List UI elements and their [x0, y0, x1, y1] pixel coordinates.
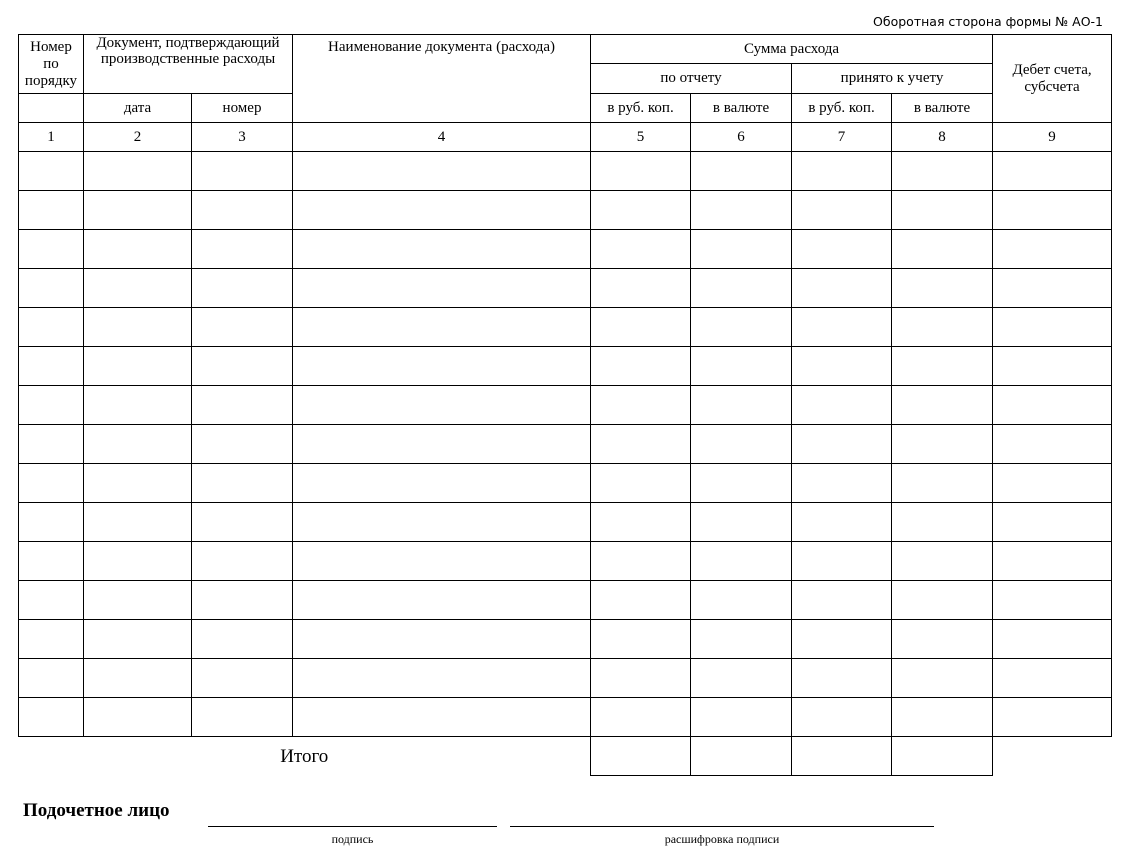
table-cell[interactable]: [192, 152, 293, 191]
table-cell[interactable]: [84, 581, 192, 620]
table-cell[interactable]: [792, 191, 892, 230]
expense-table: [18, 34, 1112, 776]
table-cell[interactable]: [84, 191, 192, 230]
table-cell[interactable]: [993, 581, 1112, 620]
table-cell[interactable]: [792, 425, 892, 464]
table-row: [19, 269, 1112, 308]
table-cell[interactable]: [892, 581, 993, 620]
table-cell[interactable]: [84, 347, 192, 386]
table-cell[interactable]: [19, 425, 84, 464]
table-cell[interactable]: [792, 464, 892, 503]
table-cell[interactable]: [691, 308, 792, 347]
table-cell[interactable]: [892, 191, 993, 230]
column-number-5: 5: [591, 123, 691, 152]
table-cell[interactable]: [591, 230, 691, 269]
table-cell[interactable]: [192, 542, 293, 581]
table-cell[interactable]: [19, 308, 84, 347]
total-row: [19, 737, 1112, 776]
table-cell[interactable]: [293, 230, 591, 269]
table-cell[interactable]: [691, 347, 792, 386]
table-row: [19, 425, 1112, 464]
table-cell[interactable]: [19, 152, 84, 191]
decoding-caption: расшифровка подписи: [664, 832, 780, 846]
table-cell[interactable]: [993, 191, 1112, 230]
table-cell[interactable]: [993, 425, 1112, 464]
table-cell[interactable]: [993, 347, 1112, 386]
table-cell[interactable]: [892, 386, 993, 425]
table-row: [19, 503, 1112, 542]
column-number-8: 8: [892, 123, 993, 152]
table-cell[interactable]: [591, 620, 691, 659]
table-cell[interactable]: [19, 503, 84, 542]
table-cell[interactable]: [192, 659, 293, 698]
table-cell[interactable]: [993, 269, 1112, 308]
table-row: [19, 620, 1112, 659]
table-cell[interactable]: [84, 230, 192, 269]
table-row: [19, 581, 1112, 620]
table-cell[interactable]: [892, 347, 993, 386]
table-cell[interactable]: [892, 542, 993, 581]
table-cell[interactable]: [691, 230, 792, 269]
decoding-line[interactable]: [510, 826, 934, 827]
header-sum-group: Сумма расхода: [591, 35, 993, 64]
table-row: [19, 542, 1112, 581]
table-cell[interactable]: [792, 152, 892, 191]
signature-line[interactable]: [208, 826, 497, 827]
table-cell[interactable]: [84, 269, 192, 308]
table-cell[interactable]: [293, 191, 591, 230]
table-cell[interactable]: [293, 620, 591, 659]
table-cell[interactable]: [293, 659, 591, 698]
total-cell[interactable]: [691, 737, 792, 776]
table-cell[interactable]: [691, 698, 792, 737]
table-cell[interactable]: [84, 698, 192, 737]
table-cell[interactable]: [993, 659, 1112, 698]
header-accepted: принято к учету: [792, 64, 993, 94]
table-cell[interactable]: [591, 386, 691, 425]
table-cell[interactable]: [792, 269, 892, 308]
table-cell[interactable]: [792, 386, 892, 425]
table-cell[interactable]: [192, 503, 293, 542]
table-cell[interactable]: [84, 386, 192, 425]
table-cell[interactable]: [892, 269, 993, 308]
table-cell[interactable]: [691, 386, 792, 425]
table-cell[interactable]: [792, 620, 892, 659]
table-cell[interactable]: [993, 230, 1112, 269]
table-cell[interactable]: [192, 386, 293, 425]
table-cell[interactable]: [293, 464, 591, 503]
table-cell[interactable]: [993, 620, 1112, 659]
table-cell[interactable]: [84, 425, 192, 464]
table-cell[interactable]: [84, 152, 192, 191]
column-number-9: 9: [993, 123, 1112, 152]
header-currency-accepted: в валюте: [892, 94, 993, 123]
table-cell[interactable]: [591, 542, 691, 581]
table-cell[interactable]: [591, 425, 691, 464]
table-cell[interactable]: [19, 386, 84, 425]
table-cell[interactable]: [691, 659, 792, 698]
table-cell[interactable]: [993, 542, 1112, 581]
table-cell[interactable]: [19, 269, 84, 308]
table-cell[interactable]: [792, 698, 892, 737]
table-cell[interactable]: [892, 464, 993, 503]
header-document-group: Документ, подтверждающий производственные расходы: [84, 35, 293, 94]
table-cell[interactable]: [892, 425, 993, 464]
header-document-name: Наименование документа (расхода): [293, 35, 591, 123]
header-number-spacer: [19, 94, 84, 123]
table-cell[interactable]: [84, 542, 192, 581]
table-cell[interactable]: [792, 581, 892, 620]
header-doc-number: номер: [192, 94, 293, 123]
total-label: Итого: [280, 745, 329, 767]
table-cell[interactable]: [691, 581, 792, 620]
column-number-1: 1: [19, 123, 84, 152]
table-cell[interactable]: [993, 503, 1112, 542]
table-cell[interactable]: [192, 698, 293, 737]
signature-caption: подпись: [331, 832, 374, 846]
table-cell[interactable]: [993, 152, 1112, 191]
table-cell[interactable]: [892, 503, 993, 542]
table-cell[interactable]: [192, 464, 293, 503]
table-row: [19, 464, 1112, 503]
table-cell[interactable]: [84, 308, 192, 347]
table-row: [19, 347, 1112, 386]
table-cell[interactable]: [293, 542, 591, 581]
header-debit: Дебет счета, субсчета: [993, 35, 1112, 123]
header-number: Номер по порядку: [19, 35, 84, 94]
table-cell[interactable]: [892, 230, 993, 269]
table-cell[interactable]: [192, 230, 293, 269]
table-cell[interactable]: [892, 620, 993, 659]
table-cell[interactable]: [993, 698, 1112, 737]
signer-label: Подочетное лицо: [23, 800, 170, 821]
table-cell[interactable]: [84, 464, 192, 503]
table-cell[interactable]: [293, 503, 591, 542]
table-cell[interactable]: [993, 308, 1112, 347]
table-cell[interactable]: [591, 308, 691, 347]
table-cell[interactable]: [792, 308, 892, 347]
table-cell[interactable]: [691, 152, 792, 191]
column-number-6: 6: [691, 123, 792, 152]
table-cell[interactable]: [691, 503, 792, 542]
total-cell[interactable]: [591, 737, 691, 776]
table-cell[interactable]: [19, 230, 84, 269]
table-cell[interactable]: [19, 620, 84, 659]
table-cell[interactable]: [293, 308, 591, 347]
table-cell[interactable]: [691, 464, 792, 503]
table-cell[interactable]: [591, 659, 691, 698]
form-caption: Оборотная сторона формы № АО-1: [873, 14, 1103, 29]
table-cell[interactable]: [892, 152, 993, 191]
table-cell[interactable]: [792, 347, 892, 386]
total-cell[interactable]: [792, 737, 892, 776]
table-cell[interactable]: [19, 191, 84, 230]
table-row: [19, 386, 1112, 425]
header-rub-report: в руб. коп.: [591, 94, 691, 123]
header-rub-accepted: в руб. коп.: [792, 94, 892, 123]
table-cell[interactable]: [591, 503, 691, 542]
table-cell[interactable]: [84, 659, 192, 698]
table-cell[interactable]: [691, 269, 792, 308]
table-cell[interactable]: [192, 620, 293, 659]
table-cell[interactable]: [293, 386, 591, 425]
total-cell[interactable]: [892, 737, 993, 776]
table-cell[interactable]: [792, 230, 892, 269]
table-row: [19, 308, 1112, 347]
table-cell[interactable]: [192, 581, 293, 620]
table-cell[interactable]: [993, 386, 1112, 425]
table-cell[interactable]: [293, 347, 591, 386]
table-cell[interactable]: [892, 659, 993, 698]
table-cell[interactable]: [691, 620, 792, 659]
table-cell[interactable]: [19, 581, 84, 620]
table-row: [19, 152, 1112, 191]
table-cell[interactable]: [892, 698, 993, 737]
table-cell[interactable]: [192, 347, 293, 386]
table-cell[interactable]: [19, 347, 84, 386]
table-row: [19, 659, 1112, 698]
table-cell[interactable]: [993, 464, 1112, 503]
column-number-2: 2: [84, 123, 192, 152]
table-cell[interactable]: [792, 503, 892, 542]
column-numbers-row: [19, 123, 1112, 152]
table-row: [19, 191, 1112, 230]
table-cell[interactable]: [792, 542, 892, 581]
table-cell[interactable]: [792, 659, 892, 698]
table-row: [19, 230, 1112, 269]
table-cell[interactable]: [691, 542, 792, 581]
table-cell[interactable]: [192, 269, 293, 308]
table-cell[interactable]: [892, 308, 993, 347]
table-cell[interactable]: [293, 425, 591, 464]
table-cell[interactable]: [19, 542, 84, 581]
table-cell[interactable]: [84, 503, 192, 542]
table-cell[interactable]: [691, 191, 792, 230]
table-cell[interactable]: [591, 152, 691, 191]
table-cell[interactable]: [591, 581, 691, 620]
header-by-report: по отчету: [591, 64, 792, 94]
header-date: дата: [84, 94, 192, 123]
table-cell[interactable]: [192, 308, 293, 347]
table-cell[interactable]: [591, 698, 691, 737]
table-cell[interactable]: [591, 347, 691, 386]
column-number-4: 4: [293, 123, 591, 152]
table-cell[interactable]: [591, 269, 691, 308]
column-number-3: 3: [192, 123, 293, 152]
table-cell[interactable]: [293, 581, 591, 620]
table-row: [19, 698, 1112, 737]
table-cell[interactable]: [19, 698, 84, 737]
table-cell[interactable]: [19, 464, 84, 503]
table-cell[interactable]: [293, 152, 591, 191]
table-cell[interactable]: [293, 269, 591, 308]
column-number-7: 7: [792, 123, 892, 152]
table-cell[interactable]: [84, 620, 192, 659]
table-cell[interactable]: [591, 191, 691, 230]
table-cell[interactable]: [19, 659, 84, 698]
header-currency-report: в валюте: [691, 94, 792, 123]
table-cell[interactable]: [591, 464, 691, 503]
table-cell[interactable]: [192, 425, 293, 464]
table-cell[interactable]: [192, 191, 293, 230]
table-cell[interactable]: [691, 425, 792, 464]
table-cell[interactable]: [293, 698, 591, 737]
total-empty-cell: [993, 737, 1112, 776]
